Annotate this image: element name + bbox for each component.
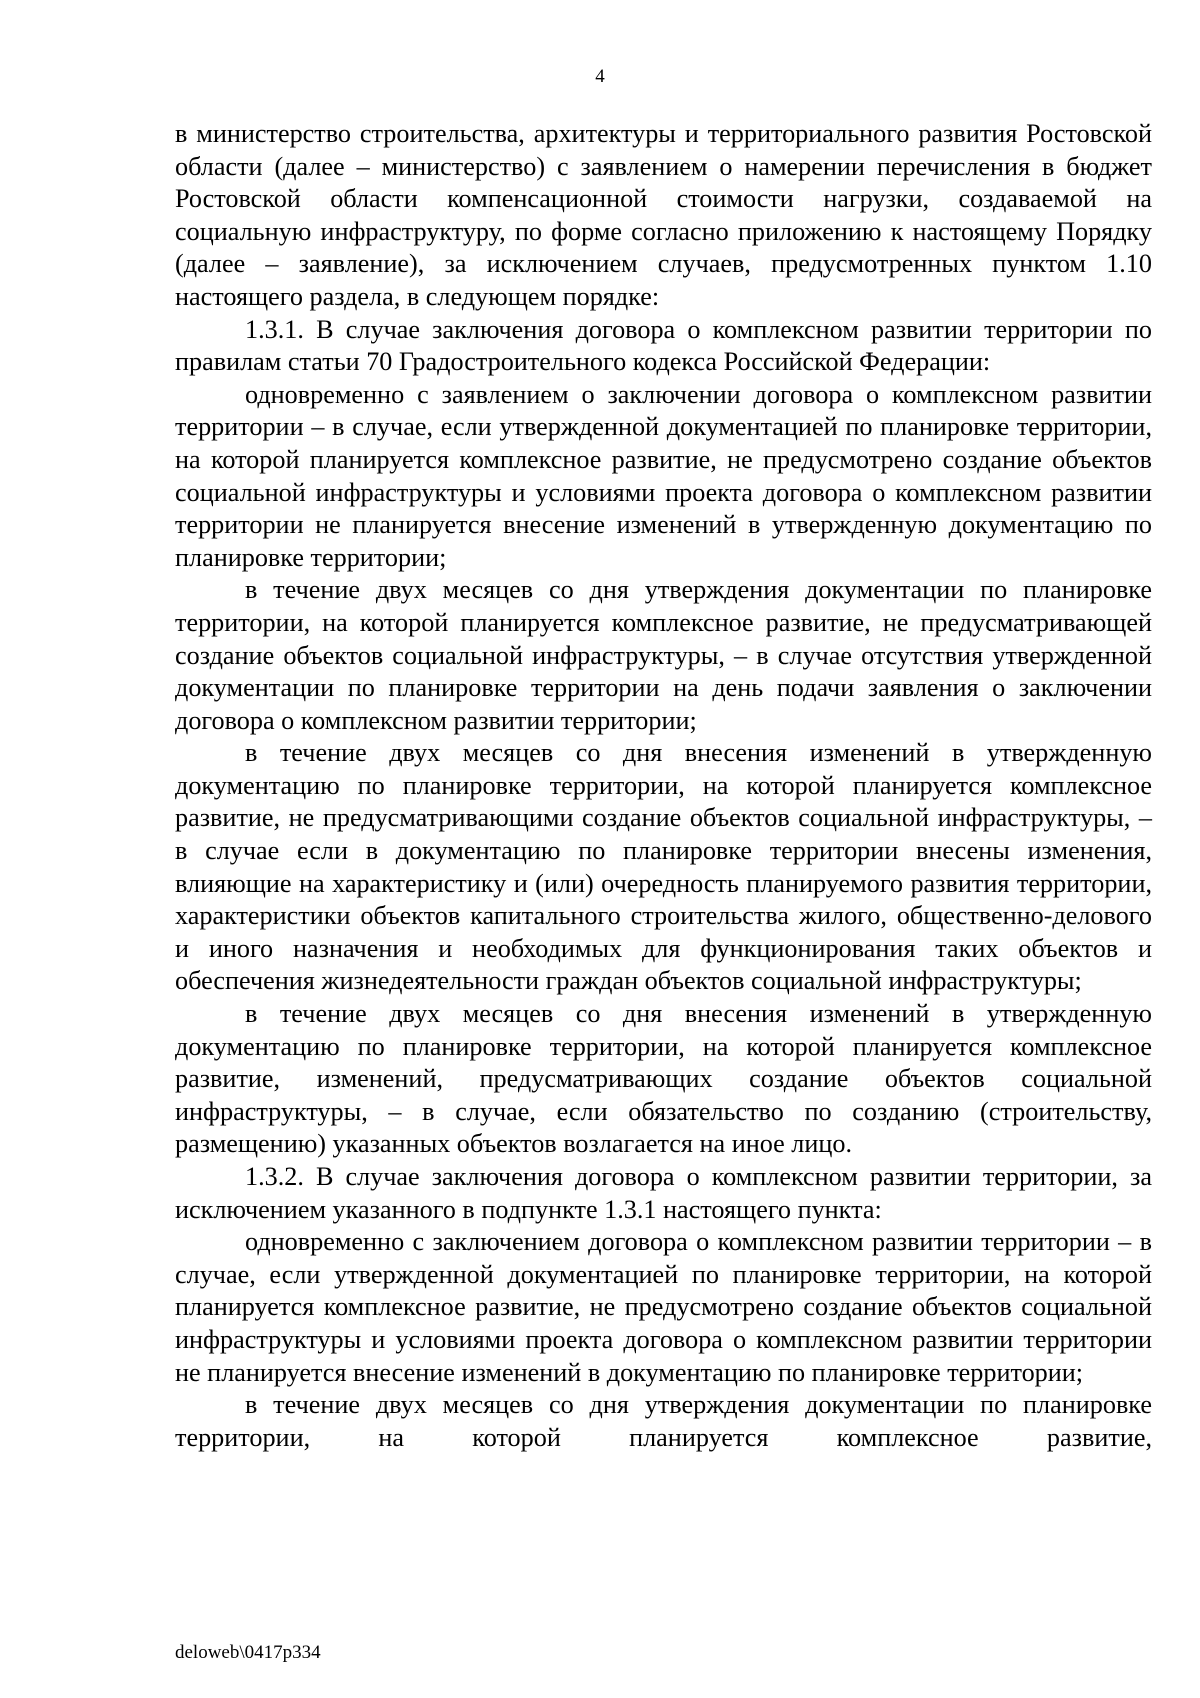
document-registration-code: deloweb\0417p334: [175, 1642, 321, 1663]
paragraph: одновременно с заявлением о заключении договора о комплексном развитии территории – в случае, если утвержденной документацией по планировке территории, на которой планируется комплексное развитие, не предусмотрено создание объектов социальной инфраструктуры и условиями проекта договора о комплексном развитии территории не планируется внесение изменений в утвержденную документацию по планировке территории;: [175, 379, 1152, 572]
paragraph: в течение двух месяцев со дня утверждения документации по планировке территории, на которой планируется комплексное развитие, не предусматривающей создание объектов социальной инфраструктуры, – в случае отсутствия утвержденной документации по планировке территории на день подачи заявления о заключении договора о комплексном развитии территории;: [175, 575, 1152, 735]
paragraph: одновременно с заключением договора о комплексном развитии территории – в случае, если утвержденной документацией по планировке территории, на которой планируется комплексное развитие, не предусмотрено создание объектов социальной инфраструктуры и условиями проекта договора о комплексном развитии территории не планируется внесение изменений в документацию по планировке территории;: [175, 1227, 1152, 1387]
paragraph-subclause-1-3-2: 1.3.2. В случае заключения договора о комплексном развитии территории, за исключением указанного в подпункте 1.3.1 настоящего пункта:: [175, 1162, 1152, 1224]
paragraph: в течение двух месяцев со дня внесения изменений в утвержденную документацию по планировке территории, на которой планируется комплексное развитие, не предусматривающими создание объектов социальной инфраструктуры, – в случае если в документацию по планировке территории внесены изменения, влияющие на характеристику и (или) очередность планируемого развития территории, характеристики объектов капитального строительства жилого, общественно-делового и иного назначения и необходимых для функционирования таких объектов и обеспечения жизнедеятельности граждан объектов социальной инфраструктуры;: [175, 738, 1152, 996]
document-body: [175, 118, 1152, 1454]
page-number: 4: [595, 66, 605, 87]
paragraph-continuation: в министерство строительства, архитектуры и территориального развития Ростовской области (далее – министерство) с заявлением о намерении перечисления в бюджет Ростовской области компенсационной стоимости нагрузки, создаваемой на социальную инфраструктуру, по форме согласно приложению к настоящему Порядку (далее – заявление), за исключением случаев, предусмотренных пунктом 1.10 настоящего раздела, в следующем порядке:: [175, 119, 1152, 311]
paragraph-truncated: в течение двух месяцев со дня утверждения документации по планировке территории, на которой планируется комплексное развитие,: [175, 1390, 1152, 1452]
paragraph-subclause-1-3-1: 1.3.1. В случае заключения договора о комплексном развитии территории по правилам статьи 70 Градостроительного кодекса Российской Федерации:: [175, 314, 1152, 377]
paragraph: в течение двух месяцев со дня внесения изменений в утвержденную документацию по планировке территории, на которой планируется комплексное развитие, изменений, предусматривающих создание объектов социальной инфраструктуры, – в случае, если обязательство по созданию (строительству, размещению) указанных объектов возлагается на иное лицо.: [175, 999, 1152, 1159]
